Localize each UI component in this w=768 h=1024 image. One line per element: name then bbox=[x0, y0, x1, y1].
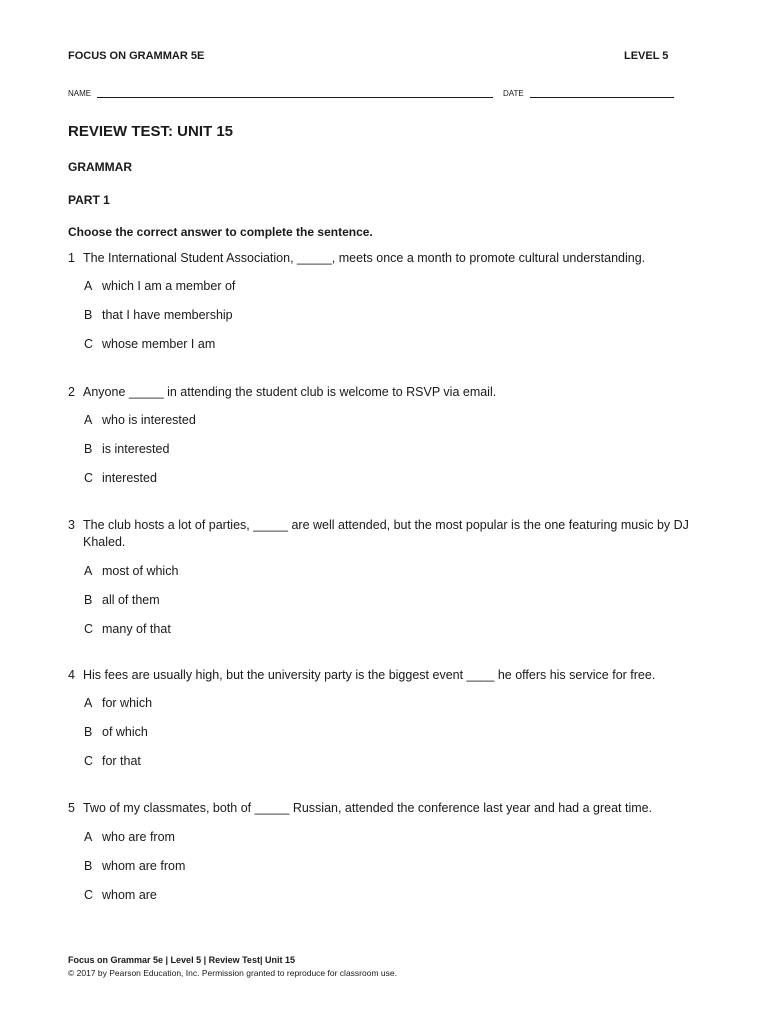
option-letter: C bbox=[84, 622, 94, 636]
question-number: 1 bbox=[68, 251, 75, 265]
option-letter: B bbox=[84, 859, 93, 873]
option-text: all of them bbox=[102, 593, 160, 607]
question-number: 4 bbox=[68, 668, 75, 682]
footer-title: Focus on Grammar 5e | Level 5 | Review Test| Unit 15 bbox=[68, 955, 295, 965]
option-3a[interactable] bbox=[84, 564, 178, 578]
option-4b[interactable] bbox=[84, 725, 148, 739]
footer-copyright: © 2017 by Pearson Education, Inc. Permission granted to reproduce for classroom use. bbox=[68, 968, 397, 978]
option-text: for that bbox=[102, 754, 141, 768]
option-text: of which bbox=[102, 725, 148, 739]
instructions: Choose the correct answer to complete the sentence. bbox=[68, 225, 373, 239]
option-5a[interactable] bbox=[84, 830, 175, 844]
option-text: most of which bbox=[102, 564, 179, 578]
question-2 bbox=[68, 384, 708, 404]
part-heading: PART 1 bbox=[68, 193, 110, 207]
option-text: which I am a member of bbox=[102, 279, 236, 293]
option-4c[interactable] bbox=[84, 754, 141, 768]
option-letter: B bbox=[84, 442, 93, 456]
option-1b[interactable] bbox=[84, 308, 233, 322]
option-letter: A bbox=[84, 830, 93, 844]
question-number: 3 bbox=[68, 518, 75, 532]
option-letter: B bbox=[84, 308, 93, 322]
option-text: interested bbox=[102, 471, 157, 485]
section-heading: GRAMMAR bbox=[68, 160, 132, 174]
name-label: NAME bbox=[68, 89, 92, 98]
option-text: whom are bbox=[102, 888, 157, 902]
date-label: DATE bbox=[503, 89, 524, 98]
option-letter: A bbox=[84, 564, 93, 578]
option-letter: C bbox=[84, 754, 94, 768]
option-text: whom are from bbox=[102, 859, 186, 873]
option-text: that I have membership bbox=[102, 308, 233, 322]
option-letter: C bbox=[84, 471, 94, 485]
option-letter: C bbox=[84, 888, 94, 902]
option-text: for which bbox=[102, 696, 153, 710]
name-line bbox=[97, 88, 493, 98]
option-2b[interactable] bbox=[84, 442, 169, 456]
question-text: The International Student Association, _____, meets once a month to promote cultural understanding. bbox=[83, 251, 646, 265]
option-letter: B bbox=[84, 725, 93, 739]
question-text: Anyone _____ in attending the student club is welcome to RSVP via email. bbox=[83, 385, 497, 399]
option-text: who are from bbox=[102, 830, 175, 844]
option-5c[interactable] bbox=[84, 888, 157, 902]
option-letter: A bbox=[84, 279, 93, 293]
question-number: 2 bbox=[68, 385, 75, 399]
option-3b[interactable] bbox=[84, 593, 160, 607]
question-3 bbox=[68, 517, 708, 553]
question-5 bbox=[68, 800, 708, 820]
option-1a[interactable] bbox=[84, 279, 235, 293]
question-text: The club hosts a lot of parties, _____ are well attended, but the most popular is the one featuring music by DJ Khaled. bbox=[83, 518, 689, 549]
option-letter: B bbox=[84, 593, 93, 607]
name-field bbox=[68, 88, 493, 98]
question-number: 5 bbox=[68, 801, 75, 815]
question-1 bbox=[68, 250, 708, 270]
option-letter: A bbox=[84, 696, 93, 710]
question-text: Two of my classmates, both of _____ Russian, attended the conference last year and had a great time. bbox=[83, 801, 653, 815]
date-field bbox=[503, 88, 674, 98]
option-3c[interactable] bbox=[84, 622, 171, 636]
option-text: many of that bbox=[102, 622, 171, 636]
date-line bbox=[530, 88, 674, 98]
option-2c[interactable] bbox=[84, 471, 157, 485]
book-title: FOCUS ON GRAMMAR 5E bbox=[68, 50, 205, 62]
option-1c[interactable] bbox=[84, 337, 215, 351]
level-label: LEVEL 5 bbox=[624, 50, 669, 62]
question-text: His fees are usually high, but the university party is the biggest event ____ he offers his service for free. bbox=[83, 668, 656, 682]
option-letter: A bbox=[84, 413, 93, 427]
option-5b[interactable] bbox=[84, 859, 185, 873]
question-4 bbox=[68, 667, 708, 687]
option-text: whose member I am bbox=[102, 337, 216, 351]
option-4a[interactable] bbox=[84, 696, 152, 710]
option-text: is interested bbox=[102, 442, 170, 456]
page-title: REVIEW TEST: UNIT 15 bbox=[68, 123, 234, 140]
option-letter: C bbox=[84, 337, 94, 351]
option-2a[interactable] bbox=[84, 413, 196, 427]
option-text: who is interested bbox=[102, 413, 196, 427]
